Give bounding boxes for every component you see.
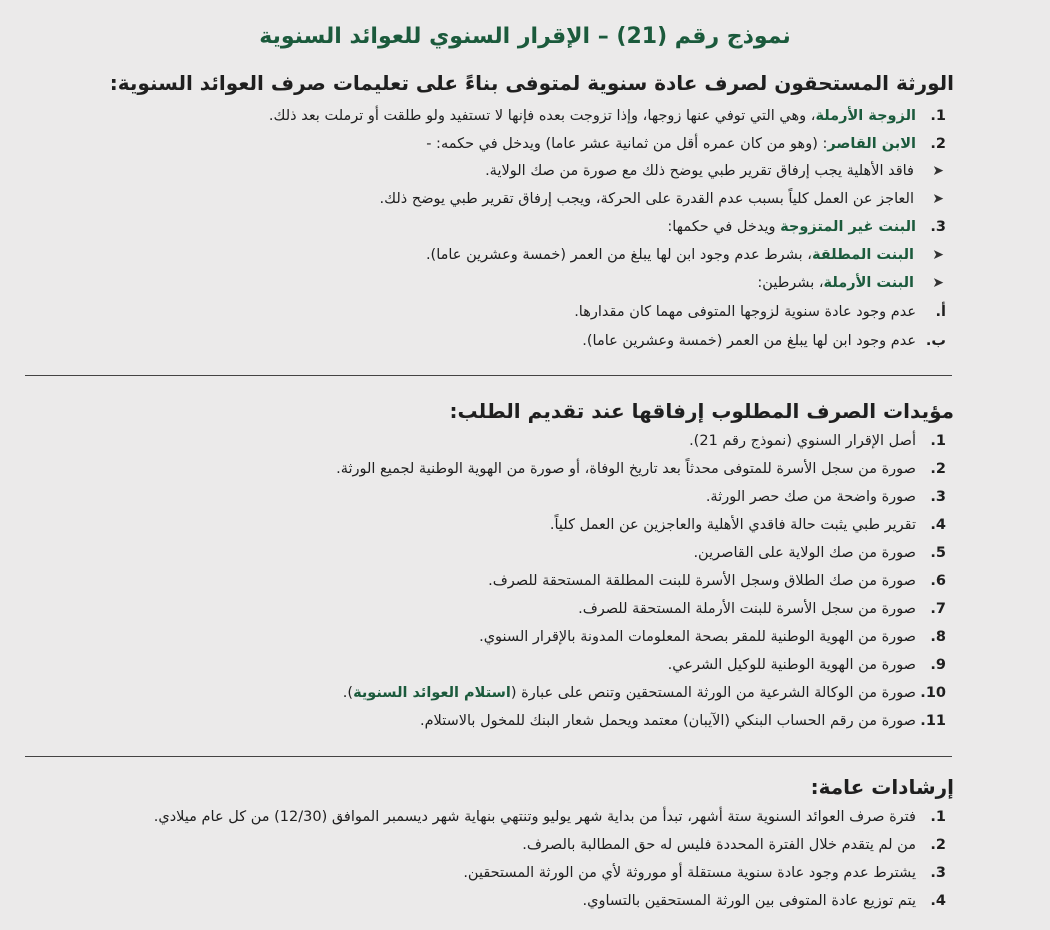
item-text: أصل الإقرار السنوي (نموذج رقم 21). — [689, 433, 916, 449]
item-text: صورة من صك الولاية على القاصرين. — [693, 545, 916, 561]
item-text: فاقد الأهلية يجب إرفاق تقرير طبي يوضح ذلك مع صورة من صك الولاية. — [485, 163, 914, 179]
documents-heading: مؤيدات الصرف المطلوب إرفاقها عند تقديم الطلب: — [449, 399, 954, 423]
item-text: صورة من سجل الأسرة للبنت الأرملة المستحقة للصرف. — [578, 601, 916, 617]
item-number: 2. — [930, 837, 946, 853]
heirs-item-2 — [18, 132, 946, 156]
documents-item — [18, 597, 946, 621]
heirs-item-1 — [18, 104, 946, 128]
item-bold-term: البنت الأرملة — [823, 275, 914, 291]
documents-item — [18, 681, 946, 705]
item-number: 5. — [930, 545, 946, 561]
guidance-item — [18, 833, 946, 857]
item-number: 1. — [930, 433, 946, 449]
documents-item — [18, 653, 946, 677]
item-text: من لم يتقدم خلال الفترة المحددة فليس له حق المطالبة بالصرف. — [522, 837, 916, 853]
item-number: 4. — [930, 517, 946, 533]
item-number: 3. — [930, 219, 946, 235]
arrow-bullet-icon: ➤ — [932, 191, 944, 207]
item-text: عدم وجود ابن لها يبلغ من العمر (خمسة وعشرين عاما). — [582, 333, 916, 349]
documents-item — [18, 457, 946, 481]
item-text: صورة من رقم الحساب البنكي (الآيبان) معتمد ويحمل شعار البنك للمخول بالاستلام. — [419, 713, 916, 729]
page-title: نموذج رقم (21) – الإقرار السنوي للعوائد السنوية — [259, 24, 791, 49]
heirs-condition-a — [18, 300, 946, 324]
documents-item — [18, 541, 946, 565]
item-number: 3. — [930, 865, 946, 881]
item-number: 2. — [930, 136, 946, 152]
item-text: يشترط عدم وجود عادة سنوية مستقلة أو موروثة لأي من الورثة المستحقين. — [463, 865, 916, 881]
section-divider — [25, 375, 952, 376]
documents-item — [18, 513, 946, 537]
section-divider — [25, 756, 952, 757]
item-number: 6. — [930, 573, 946, 589]
heirs-subitem-incapacitated — [18, 159, 944, 183]
guidance-item — [18, 805, 946, 829]
item-text: صورة من صك الطلاق وسجل الأسرة للبنت المطلقة المستحقة للصرف. — [488, 573, 916, 589]
documents-item — [18, 429, 946, 453]
item-bold-term: استلام العوائد السنوية — [353, 685, 511, 701]
item-number: 10. — [920, 685, 946, 701]
item-text: ، بشرطين: — [757, 275, 824, 291]
arrow-bullet-icon: ➤ — [932, 247, 944, 263]
heirs-item-3 — [18, 215, 946, 239]
item-text: تقرير طبي يثبت حالة فاقدي الأهلية والعاجزين عن العمل كلياً. — [549, 517, 916, 533]
item-bold-term: الزوجة الأرملة — [815, 108, 916, 124]
item-text: صورة من سجل الأسرة للمتوفى محدثاً بعد تاريخ الوفاة، أو صورة من الهوية الوطنية لجميع الورثة. — [336, 461, 916, 477]
arrow-bullet-icon: ➤ — [932, 275, 944, 291]
item-text: صورة من الوكالة الشرعية من الورثة المستحقين وتنص على عبارة ( — [510, 685, 916, 701]
item-number: 1. — [930, 108, 946, 124]
heirs-subitem-divorced — [18, 243, 944, 267]
item-number: 8. — [930, 629, 946, 645]
item-bold-term: الابن القاصر — [827, 136, 916, 152]
documents-item — [18, 485, 946, 509]
item-bold-term: البنت المطلقة — [811, 247, 914, 263]
item-number: 11. — [920, 713, 946, 729]
item-text: يتم توزيع عادة المتوفى بين الورثة المستحقين بالتساوي. — [582, 893, 916, 909]
item-number: 3. — [930, 489, 946, 505]
item-text: صورة من الهوية الوطنية للمقر بصحة المعلومات المدونة بالإقرار السنوي. — [479, 629, 916, 645]
item-number: 4. — [930, 893, 946, 909]
guidance-item — [18, 861, 946, 885]
item-text: صورة واضحة من صك حصر الورثة. — [705, 489, 916, 505]
heirs-subitem-disabled — [18, 187, 944, 211]
item-number: 2. — [930, 461, 946, 477]
guidance-heading: إرشادات عامة: — [810, 775, 954, 799]
item-text: عدم وجود عادة سنوية لزوجها المتوفى مهما كان مقدارها. — [574, 304, 916, 320]
arrow-bullet-icon: ➤ — [932, 163, 944, 179]
item-text-tail: ). — [342, 685, 354, 701]
item-text: ويدخل في حكمها: — [667, 219, 781, 235]
heirs-subitem-widowed — [18, 271, 944, 295]
documents-item — [18, 625, 946, 649]
documents-item — [18, 569, 946, 593]
item-letter: أ. — [935, 304, 946, 320]
item-text: ، وهي التي توفي عنها زوجها، وإذا تزوجت بعده فإنها لا تستفيد ولو طلقت أو ترملت بعد ذلك. — [268, 108, 816, 124]
item-text: العاجز عن العمل كلياً بسبب عدم القدرة على الحركة، ويجب إرفاق تقرير طبي يوضح ذلك. — [379, 191, 914, 207]
item-text: صورة من الهوية الوطنية للوكيل الشرعي. — [667, 657, 916, 673]
item-text: ، بشرط عدم وجود ابن لها يبلغ من العمر (خمسة وعشرين عاما). — [425, 247, 812, 263]
item-text: فترة صرف العوائد السنوية ستة أشهر، تبدأ من بداية شهر يوليو وتنتهي بنهاية شهر ديسمبر الموافق (12/30) من كل عام ميلادي. — [153, 809, 916, 825]
item-number: 9. — [930, 657, 946, 673]
item-letter: ب. — [925, 333, 946, 349]
item-text: : (وهو من كان عمره أقل من ثمانية عشر عاما) ويدخل في حكمه: - — [426, 136, 828, 152]
item-number: 7. — [930, 601, 946, 617]
guidance-item — [18, 889, 946, 913]
heirs-condition-b — [18, 329, 946, 353]
heirs-heading: الورثة المستحقون لصرف عادة سنوية لمتوفى بناءً على تعليمات صرف العوائد السنوية: — [109, 71, 954, 95]
item-number: 1. — [930, 809, 946, 825]
item-bold-term: البنت غير المتزوجة — [780, 219, 916, 235]
documents-item — [18, 709, 946, 733]
